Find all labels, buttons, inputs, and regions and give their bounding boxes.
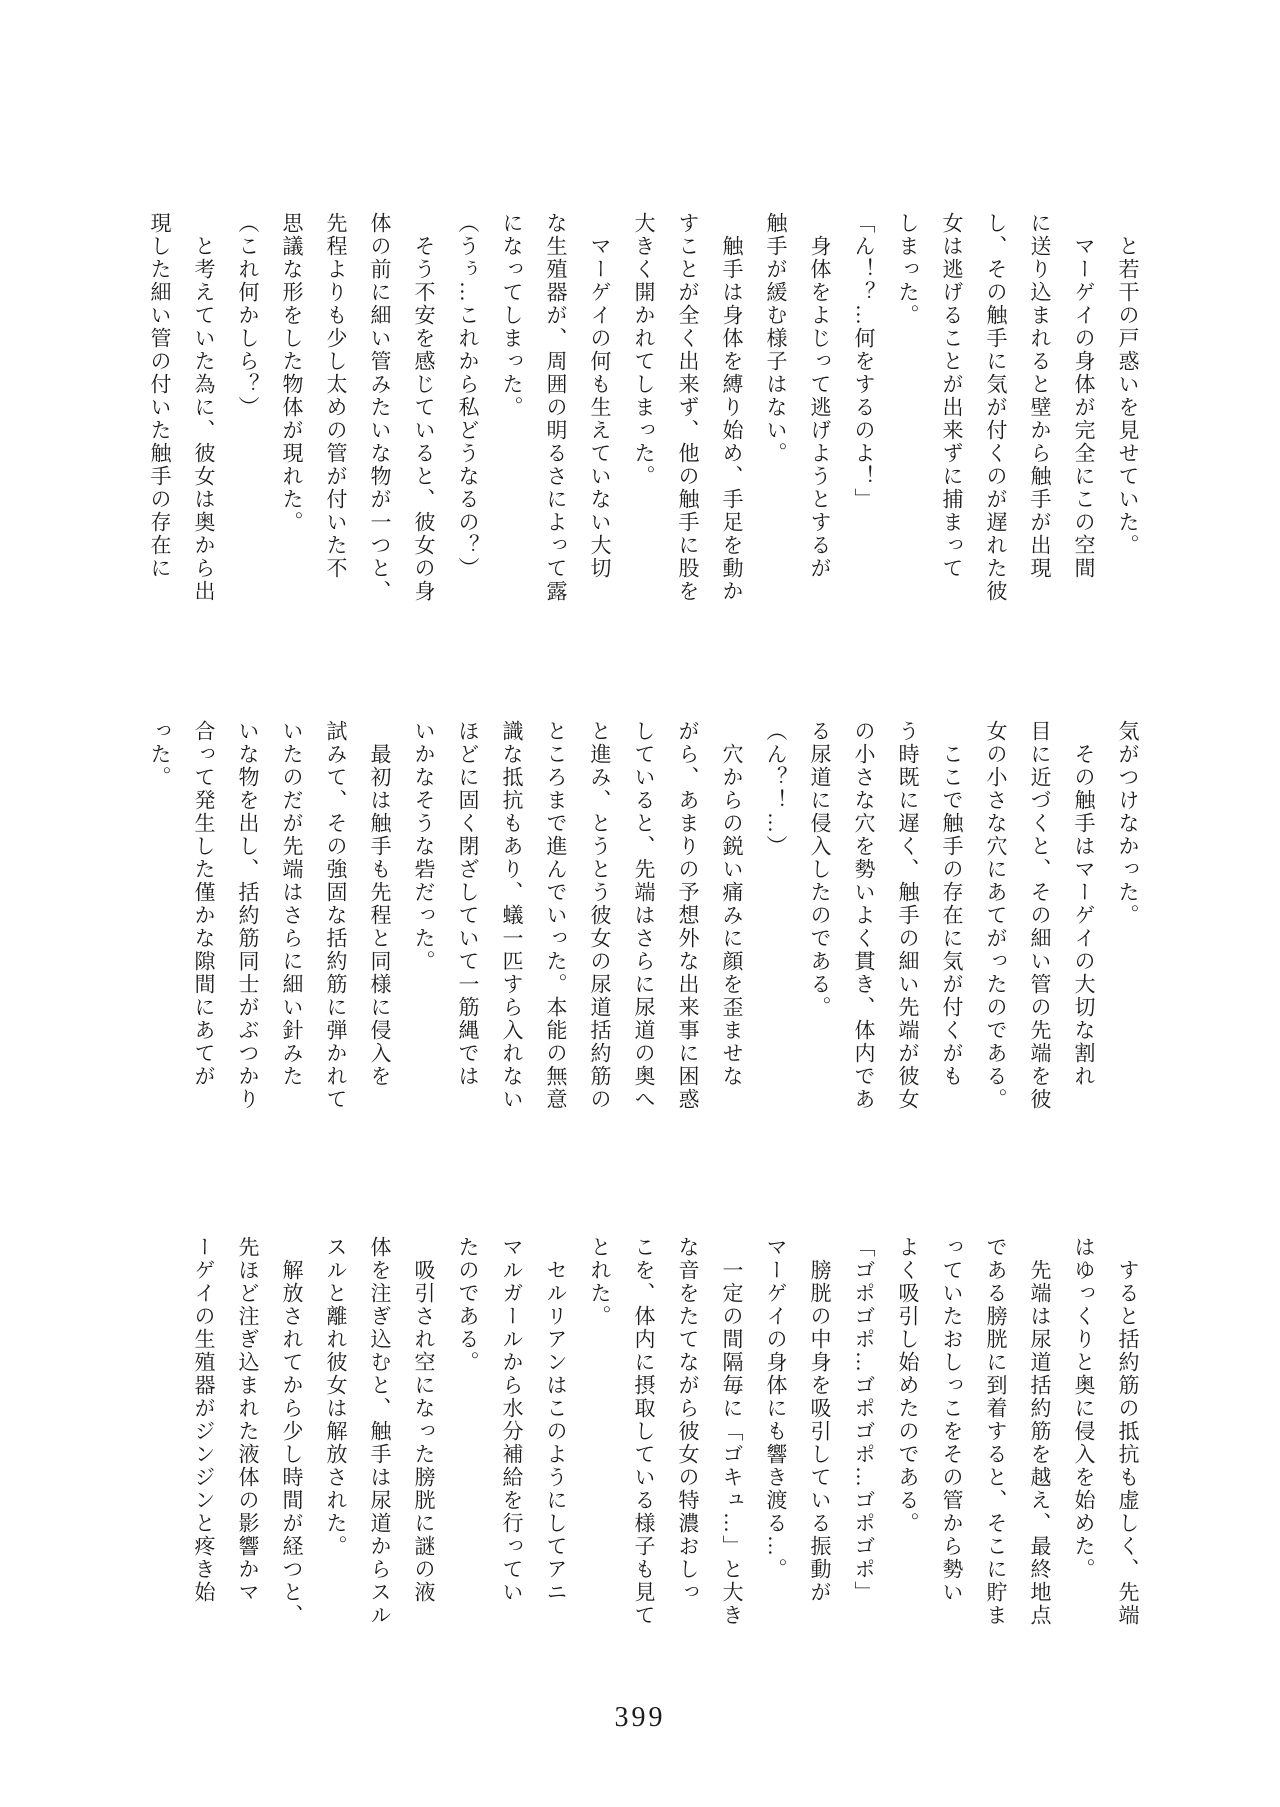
text-line: ここで触手の存在に気が付くがも — [940, 720, 964, 1088]
text-line: 試みて、その強固な括約筋に弾かれて — [324, 720, 348, 1111]
text-line: 一定の間隔毎に「ゴキュ…」と大き — [720, 1236, 744, 1627]
text-line: していると、先端はさらに尿道の奥へ — [632, 720, 656, 1111]
text-line: っていたおしっこをその管から勢い — [940, 1236, 964, 1604]
text-line: し、その触手に気が付くのが遅れた彼 — [984, 212, 1008, 603]
text-line: 気がつけなかった。 — [1116, 720, 1140, 927]
text-line: （ん？！…） — [764, 720, 788, 858]
text-line: ところまで進んでいった。本能の無意 — [544, 720, 568, 1111]
text-line: 「ゴポゴポ…ゴポゴポ…ゴポゴポ」 — [852, 1236, 876, 1604]
text-line: 触手は身体を縛り始め、手足を動か — [720, 212, 744, 603]
text-line: （これ何かしら？） — [236, 212, 260, 419]
text-line: マーゲイの身体が完全にこの空間 — [1072, 212, 1096, 580]
text-line: 女は逃げることが出来ずに捕まって — [940, 212, 964, 580]
text-line: ほどに固く閉ざしていて一筋縄では — [456, 720, 480, 1088]
text-line: 現した細い管の付いた触手の存在に — [148, 212, 172, 580]
text-line: すことが全く出来ず、他の触手に股を — [676, 212, 700, 603]
text-line: 先程よりも少し太めの管が付いた不 — [324, 212, 348, 580]
text-line: ーゲイの生殖器がジンジンと疼き始 — [192, 1236, 216, 1604]
text-line: 合って発生した僅かな隙間にあてが — [192, 720, 216, 1088]
text-line: 穴からの鋭い痛みに顔を歪ませな — [720, 720, 744, 1088]
text-line: こを、体内に摂取している様子も見て — [632, 1236, 656, 1627]
text-line: である膀胱に到着すると、そこに貯ま — [984, 1236, 1008, 1627]
text-line: 吸引され空になった膀胱に謎の液 — [412, 1236, 436, 1604]
text-line: う時既に遅く、触手の細い先端が彼女 — [896, 720, 920, 1111]
text-line: 先端は尿道括約筋を越え、最終地点 — [1028, 1236, 1052, 1627]
text-line: すると括約筋の抵抗も虚しく、先端 — [1116, 1236, 1140, 1627]
text-line: マーゲイの身体にも響き渡る…。 — [764, 1236, 788, 1581]
text-line: たのである。 — [456, 1236, 480, 1374]
text-line: な音をたてながら彼女の特濃おしっ — [676, 1236, 700, 1604]
text-line: った。 — [148, 720, 172, 789]
text-line: と進み、とうとう彼女の尿道括約筋の — [588, 720, 612, 1111]
text-line: スルと離れ彼女は解放された。 — [324, 1236, 348, 1558]
text-line: と考えていた為に、彼女は奥から出 — [192, 212, 216, 603]
text-line: に送り込まれると壁から触手が出現 — [1028, 212, 1052, 580]
text-line: マルガールから水分補給を行ってい — [500, 1236, 524, 1604]
text-line: セルリアンはこのようにしてアニ — [544, 1236, 568, 1604]
text-line: 先ほど注ぎ込まれた液体の影響かマ — [236, 1236, 260, 1604]
page-number: 399 — [614, 1702, 666, 1733]
text-line: とれた。 — [588, 1236, 612, 1328]
text-line: 女の小さな穴にあてがったのである。 — [984, 720, 1008, 1111]
text-line: 大きく開かれてしまった。 — [632, 212, 656, 488]
text-block-middle — [138, 720, 1150, 1132]
text-line: （うぅ…これから私どうなるの？） — [456, 212, 480, 580]
text-line: はゆっくりと奥に侵入を始めた。 — [1072, 1236, 1096, 1581]
text-block-bottom — [182, 1236, 1150, 1638]
text-line: がら、あまりの予想外な出来事に困惑 — [676, 720, 700, 1111]
text-line: そう不安を感じていると、彼女の身 — [412, 212, 436, 603]
text-line: 最初は触手も先程と同様に侵入を — [368, 720, 392, 1088]
text-line: 膀胱の中身を吸引している振動が — [808, 1236, 832, 1604]
text-line: マーゲイの何も生えていない大切 — [588, 212, 612, 580]
text-line: 思議な形をした物体が現れた。 — [280, 212, 304, 534]
text-line: る尿道に侵入したのである。 — [808, 720, 832, 1019]
text-line: 身体をよじって逃げようとするが — [808, 212, 832, 580]
text-line: の小さな穴を勢いよく貫き、体内であ — [852, 720, 876, 1111]
text-line: よく吸引し始めたのである。 — [896, 1236, 920, 1535]
text-line: しまった。 — [896, 212, 920, 327]
text-line: その触手はマーゲイの大切な割れ — [1072, 720, 1096, 1088]
text-line: 識な抵抗もあり、蟻一匹すら入れない — [500, 720, 524, 1111]
text-line: な生殖器が、周囲の明るさによって露 — [544, 212, 568, 603]
text-line: 触手が緩む様子はない。 — [764, 212, 788, 465]
text-line: いかなそうな砦だった。 — [412, 720, 436, 973]
text-line: 体を注ぎ込むと、触手は尿道からスル — [368, 1236, 392, 1627]
text-block-top — [138, 212, 1150, 614]
text-line: 目に近づくと、その細い管の先端を彼 — [1028, 720, 1052, 1111]
text-line: 体の前に細い管みたいな物が一つと、 — [368, 212, 392, 603]
text-line: になってしまった。 — [500, 212, 524, 419]
text-line: 「ん！？…何をするのよ！」 — [852, 212, 876, 511]
text-line: いたのだが先端はさらに細い針みた — [280, 720, 304, 1088]
text-line: 解放されてから少し時間が経つと、 — [280, 1236, 304, 1627]
text-line: いな物を出し、括約筋同士がぶつかり — [236, 720, 260, 1111]
text-line: と若干の戸惑いを見せていた。 — [1116, 212, 1140, 557]
